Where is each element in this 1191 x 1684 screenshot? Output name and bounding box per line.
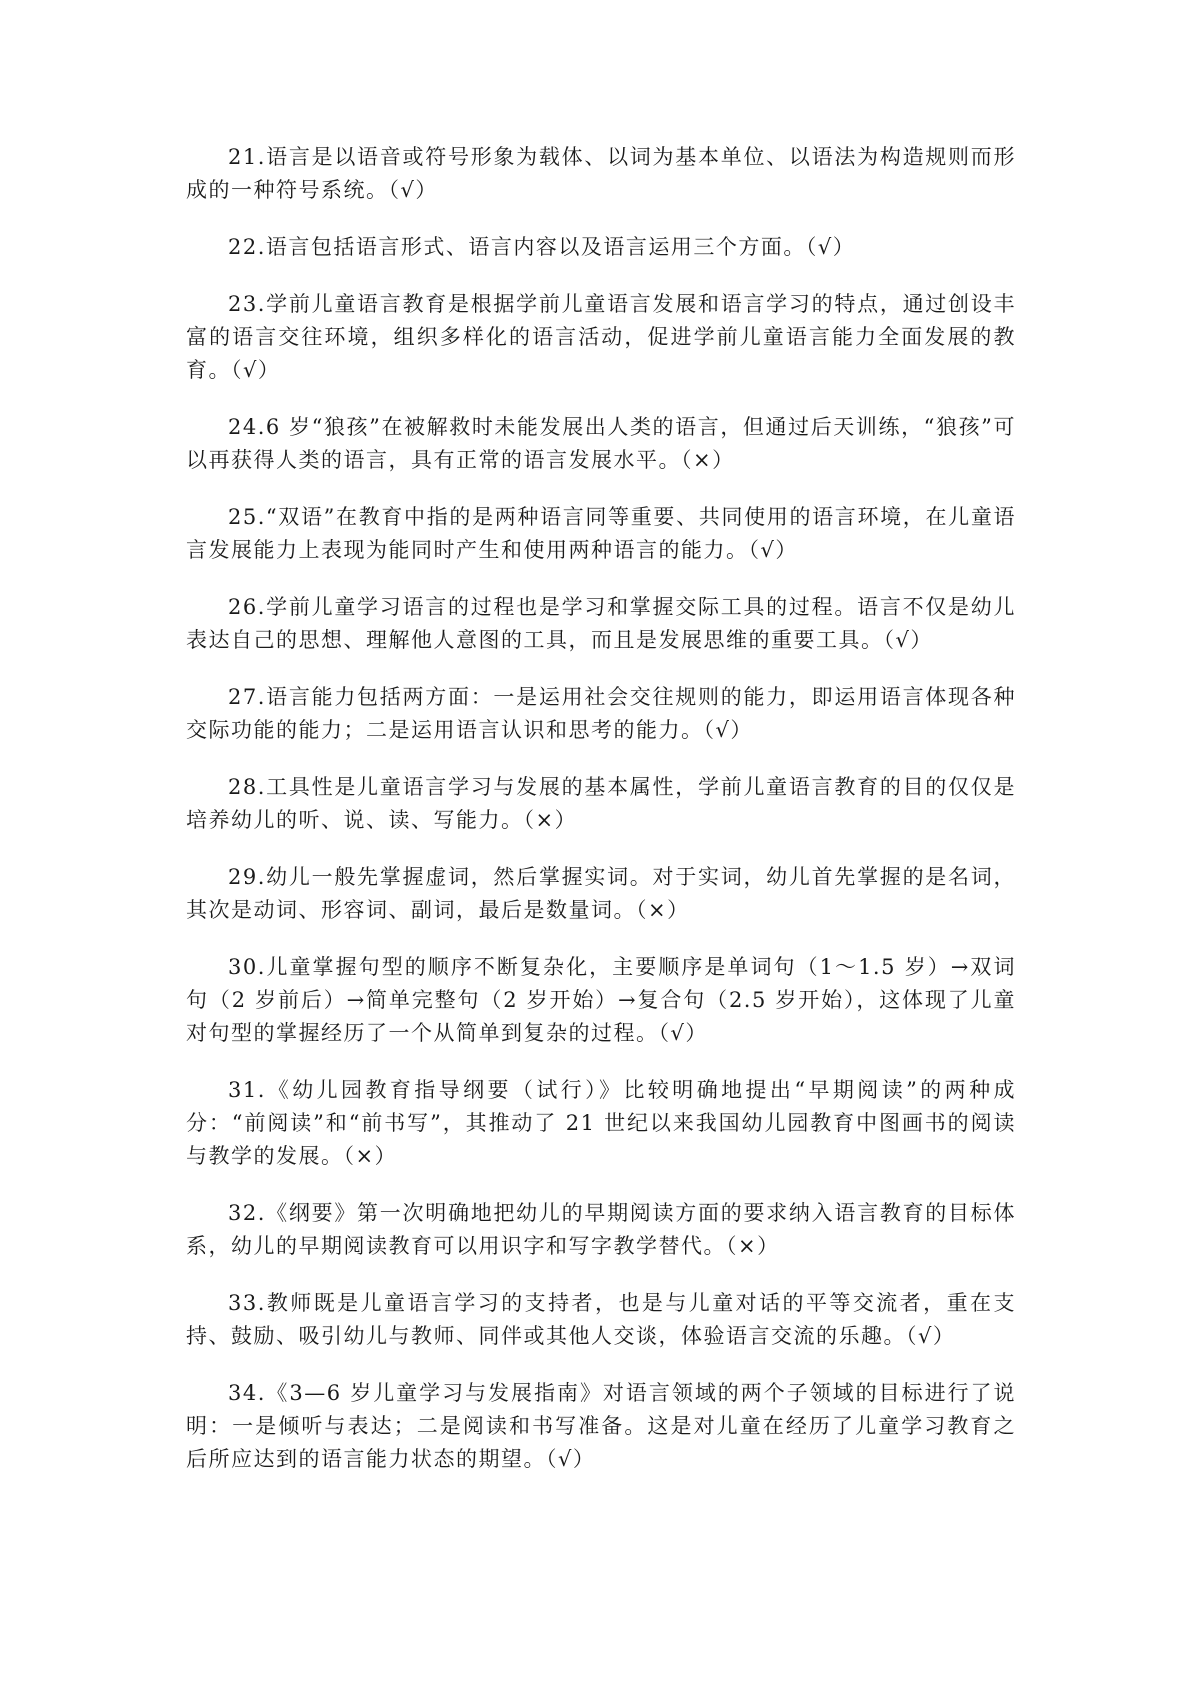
question-21: 21.语言是以语音或符号形象为载体、以词为基本单位、以语法为构造规则而形成的一种符号系统。（√） (186, 145, 1016, 202)
question-29: 29.幼儿一般先掌握虚词，然后掌握实词。对于实词，幼儿首先掌握的是名词，其次是动词、形容词、副词，最后是数量词。（×） (186, 865, 1016, 922)
question-33: 33.教师既是儿童语言学习的支持者，也是与儿童对话的平等交流者，重在支持、鼓励、吸引幼儿与教师、同伴或其他人交谈，体验语言交流的乐趣。（√） (186, 1291, 1016, 1348)
question-31: 31.《幼儿园教育指导纲要（试行）》比较明确地提出“早期阅读”的两种成分：“前阅读”和“前书写”，其推动了 21 世纪以来我国幼儿园教育中图画书的阅读与教学的发展。（×） (186, 1078, 1016, 1168)
question-34: 34.《3—6 岁儿童学习与发展指南》对语言领域的两个子领域的目标进行了说明：一是倾听与表达；二是阅读和书写准备。这是对儿童在经历了儿童学习教育之后所应达到的语言能力状态的期望。（√） (186, 1381, 1016, 1471)
question-32: 32.《纲要》第一次明确地把幼儿的早期阅读方面的要求纳入语言教育的目标体系，幼儿的早期阅读教育可以用识字和写字教学替代。（×） (186, 1201, 1016, 1258)
question-27: 27.语言能力包括两方面：一是运用社会交往规则的能力，即运用语言体现各种交际功能的能力；二是运用语言认识和思考的能力。（√） (186, 685, 1016, 742)
question-25: 25.“双语”在教育中指的是两种语言同等重要、共同使用的语言环境，在儿童语言发展能力上表现为能同时产生和使用两种语言的能力。（√） (186, 505, 1016, 562)
question-30: 30.儿童掌握句型的顺序不断复杂化，主要顺序是单词句（1～1.5 岁）→双词句（2 岁前后）→简单完整句（2 岁开始）→复合句（2.5 岁开始），这体现了儿童对句型的掌握经历了一个从简单到复杂的过程。（√） (186, 955, 1016, 1045)
question-23: 23.学前儿童语言教育是根据学前儿童语言发展和语言学习的特点，通过创设丰富的语言交往环境，组织多样化的语言活动，促进学前儿童语言能力全面发展的教育。（√） (186, 292, 1016, 382)
question-22: 22.语言包括语言形式、语言内容以及语言运用三个方面。（√） (228, 235, 856, 259)
question-28: 28.工具性是儿童语言学习与发展的基本属性，学前儿童语言教育的目的仅仅是培养幼儿的听、说、读、写能力。（×） (186, 775, 1016, 832)
question-26: 26.学前儿童学习语言的过程也是学习和掌握交际工具的过程。语言不仅是幼儿表达自己的思想、理解他人意图的工具，而且是发展思维的重要工具。（√） (186, 595, 1016, 652)
document-page (186, 141, 1016, 1500)
question-24: 24.6 岁“狼孩”在被解救时未能发展出人类的语言，但通过后天训练，“狼孩”可以再获得人类的语言，具有正常的语言发展水平。（×） (186, 415, 1016, 472)
